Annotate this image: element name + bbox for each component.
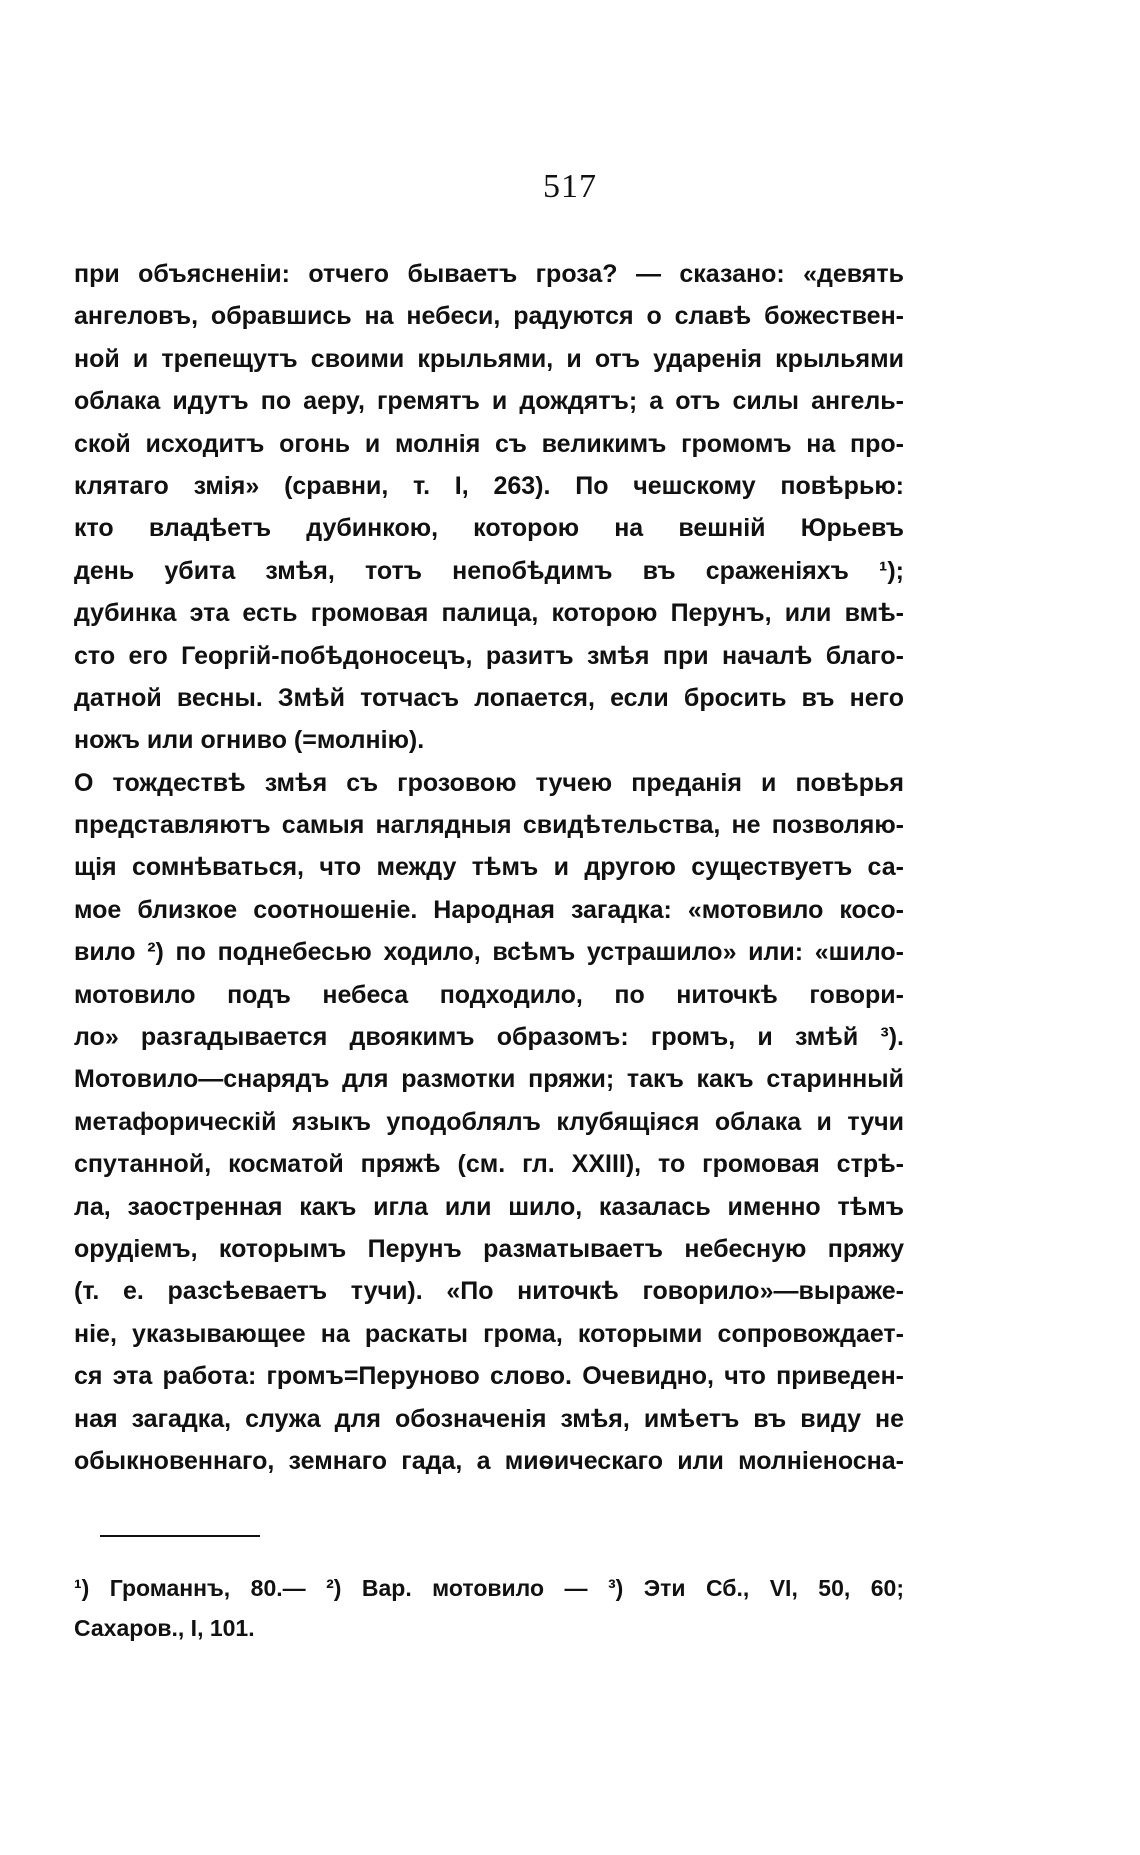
footnote-divider — [100, 1535, 260, 1537]
text-line: день убита змѣя, тотъ непобѣдимъ въ сраженіяхъ ¹); — [74, 556, 904, 585]
text-line: метафорическій языкъ уподоблялъ клубящіяся облака и тучи — [74, 1107, 904, 1136]
text-line: ла, заостренная какъ игла или шило, казалась именно тѣмъ — [74, 1192, 904, 1221]
text-line: ной и трепещутъ своими крыльями, и отъ ударенія крыльями — [74, 344, 904, 373]
text-line: Мотовило—снарядъ для размотки пряжи; такъ какъ старинный — [74, 1065, 904, 1094]
text-line: мое близкое соотношеніе. Народная загадка: «мотовило косо- — [74, 895, 904, 924]
text-line: мотовило подъ небеса подходило, по ниточкѣ говори- — [74, 980, 904, 1009]
footnote-line: Сахаров., I, 101. — [74, 1615, 255, 1641]
text-line: орудіемъ, которымъ Перунъ разматываетъ небесную пряжу — [74, 1234, 904, 1263]
text-line: (т. е. разсѣеваетъ тучи). «По ниточкѣ говорило»—выраже- — [74, 1277, 904, 1306]
text-line: вило ²) по поднебесью ходило, всѣмъ устрашило» или: «шило- — [74, 938, 904, 967]
text-line: щія сомнѣваться, что между тѣмъ и другою существуетъ са- — [74, 853, 904, 882]
footnotes — [74, 1568, 904, 1648]
text-line: сто его Георгій-побѣдоносецъ, разитъ змѣя при началѣ благо- — [74, 641, 904, 670]
footnote-line: ¹) Громаннъ, 80.— ²) Вар. мотовило — ³) Эти Сб., VI, 50, 60; — [74, 1575, 904, 1601]
text-line: облака идутъ по аеру, гремятъ и дождятъ; а отъ силы ангель- — [74, 387, 904, 416]
text-line: обыкновеннаго, земнаго гада, а миѳическаго или молніеносна- — [74, 1446, 904, 1475]
text-line: ніе, указывающее на раскаты грома, которыми сопровождает- — [74, 1319, 904, 1348]
text-line: кто владѣетъ дубинкою, которою на вешній Юрьевъ — [74, 514, 904, 543]
body-text — [74, 253, 904, 1482]
text-line: ся эта работа: громъ=Перуново слово. Очевидно, что приведен- — [74, 1362, 904, 1391]
text-line: датной весны. Змѣй тотчасъ лопается, если бросить въ него — [74, 683, 904, 712]
text-line: ской исходитъ огонь и молнія съ великимъ громомъ на про- — [74, 429, 904, 458]
text-line: клятаго змія» (сравни, т. I, 263). По чешскому повѣрью: — [74, 471, 904, 500]
text-line: О тождествѣ змѣя съ грозовою тучею преданія и повѣрья — [74, 768, 904, 797]
text-line: дубинка эта есть громовая палица, которою Перунъ, или вмѣ- — [74, 599, 904, 628]
text-line: ангеловъ, обравшись на небеси, радуются о славѣ божествен- — [74, 302, 904, 331]
text-line: ная загадка, служа для обозначенія змѣя, имѣетъ въ виду не — [74, 1404, 904, 1433]
text-line: спутанной, косматой пряжѣ (см. гл. XXIII), то громовая стрѣ- — [74, 1150, 904, 1179]
text-line: представляютъ самыя наглядныя свидѣтельства, не позволяю- — [74, 811, 904, 840]
text-line: при объясненіи: отчего бываетъ гроза? — сказано: «девять — [74, 260, 904, 288]
page-number: 517 — [543, 168, 597, 205]
text-line: ло» разгадывается двоякимъ образомъ: громъ, и змѣй ³). — [74, 1023, 904, 1052]
text-line: ножъ или огниво (=молнію). — [74, 726, 425, 755]
